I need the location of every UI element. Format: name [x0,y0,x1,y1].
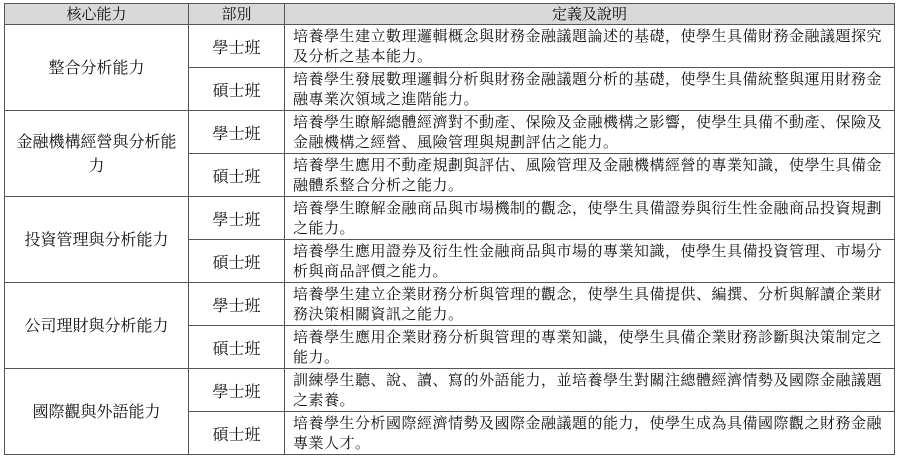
dept-cell-master: 碩士班 [189,68,285,111]
desc-cell-master: 培養學生應用不動產規劃與評估、風險管理及金融機構經營的專業知識，使學生具備金融體系整合分析之能力。 [285,154,895,197]
dept-cell-master: 碩士班 [189,154,285,197]
desc-cell-bachelor: 培養學生瞭解總體經濟對不動產、保險及金融機構之影響，使學生具備不動產、保險及金融機構之經營、風險管理與規劃評估之能力。 [285,111,895,154]
core-competency-table [4,3,895,455]
table-row [5,283,895,326]
header-ability: 核心能力 [5,4,189,25]
dept-cell-bachelor: 學士班 [189,283,285,326]
desc-cell-master: 培養學生發展數理邏輯分析與財務金融議題分析的基礎，使學生具備統整與運用財務金融專業次領域之進階能力。 [285,68,895,111]
desc-cell-bachelor: 訓練學生聽、說、讀、寫的外語能力，並培養學生對關注總體經濟情勢及國際金融議題之素養。 [285,369,895,412]
dept-cell-master: 碩士班 [189,326,285,369]
header-desc: 定義及說明 [285,4,895,25]
desc-cell-bachelor: 培養學生瞭解金融商品與市場機制的觀念，使學生具備證券與衍生性金融商品投資規劃之能力。 [285,197,895,240]
dept-cell-bachelor: 學士班 [189,197,285,240]
desc-cell-master: 培養學生分析國際經濟情勢及國際金融議題的能力，使學生成為具備國際觀之財務金融專業人才。 [285,412,895,455]
dept-cell-bachelor: 學士班 [189,25,285,68]
ability-cell: 金融機構經營與分析能力 [5,111,189,197]
desc-cell-bachelor: 培養學生建立數理邏輯概念與財務金融議題論述的基礎，使學生具備財務金融議題探究及分析之基本能力。 [285,25,895,68]
dept-cell-bachelor: 學士班 [189,369,285,412]
table-row [5,369,895,412]
header-row [5,4,895,25]
ability-cell: 整合分析能力 [5,25,189,111]
desc-cell-bachelor: 培養學生建立企業財務分析與管理的觀念，使學生具備提供、編撰、分析與解讀企業財務決策相關資訊之能力。 [285,283,895,326]
table-row [5,197,895,240]
desc-cell-master: 培養學生應用證券及衍生性金融商品與市場的專業知識，使學生具備投資管理、市場分析與商品評價之能力。 [285,240,895,283]
dept-cell-master: 碩士班 [189,240,285,283]
table-row [5,25,895,68]
dept-cell-bachelor: 學士班 [189,111,285,154]
ability-cell: 投資管理與分析能力 [5,197,189,283]
header-dept: 部別 [189,4,285,25]
ability-cell: 公司理財與分析能力 [5,283,189,369]
dept-cell-master: 碩士班 [189,412,285,455]
ability-cell: 國際觀與外語能力 [5,369,189,455]
table-row [5,111,895,154]
competency-table-container [4,3,895,455]
desc-cell-master: 培養學生應用企業財務分析與管理的專業知識，使學生具備企業財務診斷與決策制定之能力。 [285,326,895,369]
